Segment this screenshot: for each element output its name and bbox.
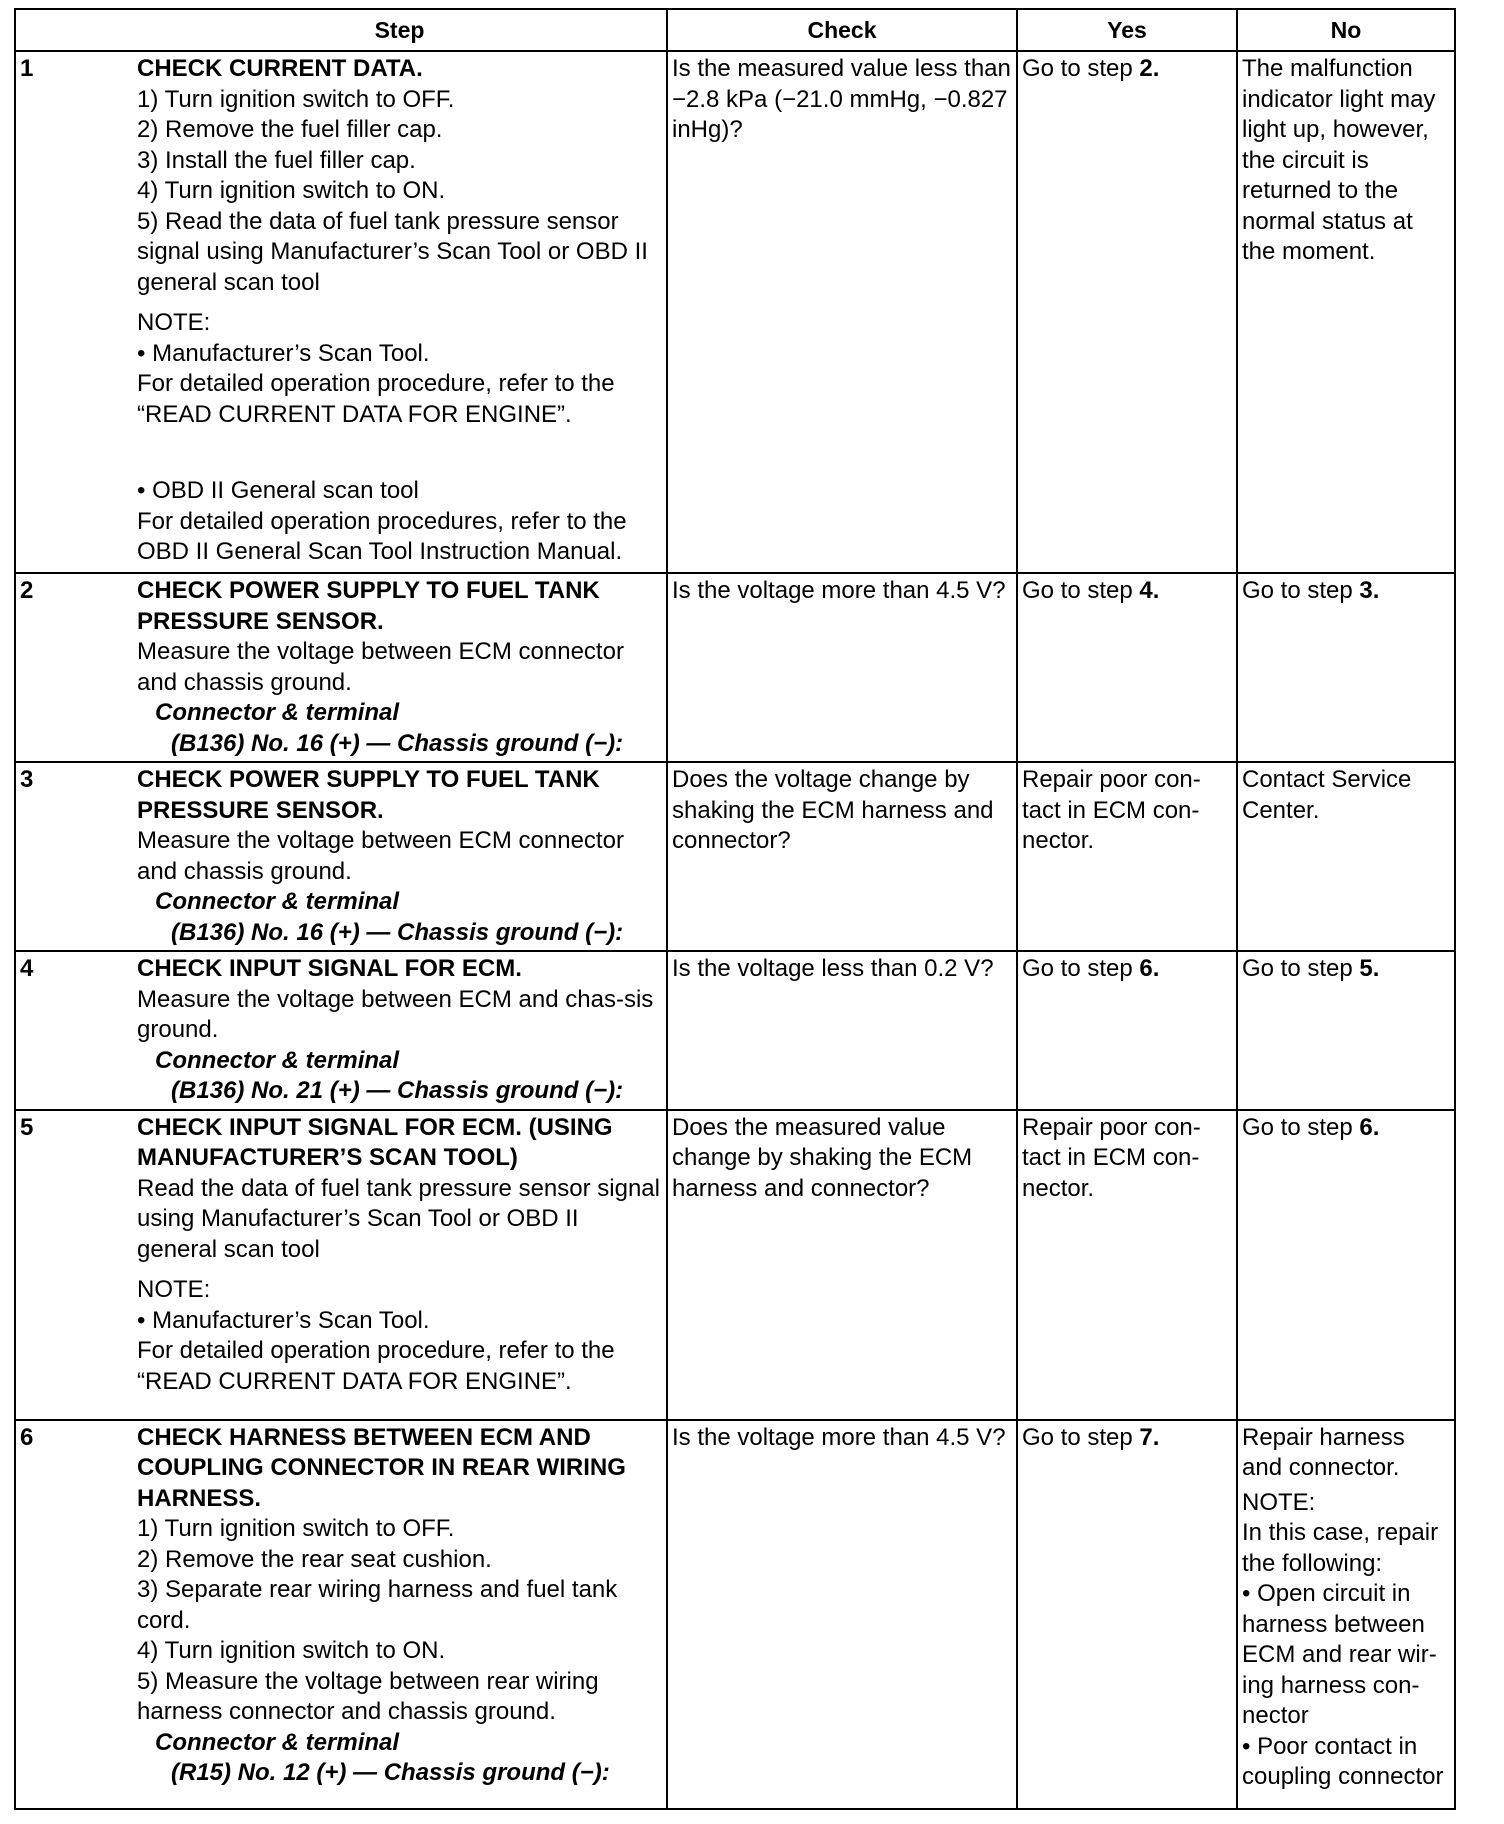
yes-step: 4. bbox=[1139, 577, 1160, 604]
connector-heading: Connector & terminal bbox=[155, 699, 400, 726]
step-number: 4 bbox=[15, 951, 133, 1110]
header-step: Step bbox=[133, 9, 667, 51]
note-label: NOTE: bbox=[137, 309, 211, 336]
step-number: 5 bbox=[15, 1110, 133, 1420]
yes-cell bbox=[1017, 1420, 1237, 1810]
diagnostic-table bbox=[14, 8, 1456, 1810]
yes-step: 2. bbox=[1139, 55, 1160, 82]
yes-step: 7. bbox=[1139, 1423, 1160, 1451]
step-line: 5) Read the data of fuel tank pressure sensor signal using Manufacturer’s Scan Tool or OBD II general scan tool bbox=[137, 207, 648, 296]
step-title: CHECK POWER SUPPLY TO FUEL TANK PRESSURE SENSOR. bbox=[137, 577, 600, 635]
step-number: 2 bbox=[15, 573, 133, 762]
step-line: Read the data of fuel tank pressure sensor signal using Manufacturer’s Scan Tool or OBD II general scan tool bbox=[137, 1174, 660, 1263]
table-row bbox=[15, 951, 1455, 1110]
header-row bbox=[15, 9, 1455, 51]
step-cell bbox=[133, 51, 667, 573]
connector-heading: Connector & terminal bbox=[155, 1728, 400, 1756]
yes-step: 6. bbox=[1139, 955, 1160, 982]
step-cell bbox=[133, 573, 667, 762]
step-title: CHECK CURRENT DATA. bbox=[137, 55, 423, 82]
note-line: • Manufacturer’s Scan Tool. bbox=[137, 339, 430, 367]
table-row bbox=[15, 51, 1455, 573]
step-line: Measure the voltage between ECM connector and chassis ground. bbox=[137, 638, 624, 696]
no-prefix: Go to step bbox=[1242, 955, 1360, 982]
step-line: 4) Turn ignition switch to ON. bbox=[137, 1637, 446, 1664]
step-title: CHECK HARNESS BETWEEN ECM AND COUPLING CONNECTOR IN REAR WIRING HARNESS. bbox=[137, 1423, 626, 1512]
check-cell: Is the voltage more than 4.5 V? bbox=[667, 573, 1017, 762]
note-line: • OBD II General scan tool bbox=[137, 477, 419, 504]
no-cell bbox=[1237, 573, 1455, 762]
step-line: 1) Turn ignition switch to OFF. bbox=[137, 85, 455, 113]
no-text: Repair harness and connector. bbox=[1242, 1423, 1405, 1481]
note-label: NOTE: bbox=[137, 1276, 211, 1303]
yes-cell bbox=[1017, 951, 1237, 1110]
header-step-number bbox=[15, 9, 133, 51]
connector-terminal: (B136) No. 16 (+) — Chassis ground (−): bbox=[171, 729, 624, 757]
yes-prefix: Go to step bbox=[1022, 955, 1140, 982]
no-step: 6. bbox=[1359, 1113, 1380, 1141]
no-note-line: In this case, repair the following: bbox=[1242, 1519, 1439, 1577]
step-line: 5) Measure the voltage between rear wiring harness connector and chassis ground. bbox=[137, 1667, 599, 1725]
header-yes: Yes bbox=[1017, 9, 1237, 51]
yes-cell: Repair poor con-tact in ECM con-nector. bbox=[1017, 762, 1237, 951]
note-line: For detailed operation procedure, refer to the “READ CURRENT DATA FOR ENGINE”. bbox=[137, 1337, 615, 1395]
step-title: CHECK INPUT SIGNAL FOR ECM. bbox=[137, 955, 522, 982]
step-number: 1 bbox=[15, 51, 133, 573]
step-line: 2) Remove the rear seat cushion. bbox=[137, 1545, 492, 1573]
step-line: Measure the voltage between ECM and chas-sis ground. bbox=[137, 985, 654, 1043]
step-line: 4) Turn ignition switch to ON. bbox=[137, 177, 446, 204]
step-line: 3) Separate rear wiring harness and fuel tank cord. bbox=[137, 1576, 618, 1634]
check-cell: Is the voltage more than 4.5 V? bbox=[667, 1420, 1017, 1810]
connector-terminal: (B136) No. 16 (+) — Chassis ground (−): bbox=[171, 918, 624, 946]
check-cell: Does the measured value change by shaking the ECM harness and connector? bbox=[667, 1110, 1017, 1420]
no-cell bbox=[1237, 951, 1455, 1110]
yes-prefix: Go to step bbox=[1022, 55, 1140, 82]
step-line: 1) Turn ignition switch to OFF. bbox=[137, 1515, 455, 1542]
table-row bbox=[15, 1420, 1455, 1810]
check-cell: Is the voltage less than 0.2 V? bbox=[667, 951, 1017, 1110]
check-cell: Is the measured value less than −2.8 kPa (−21.0 mmHg, −0.827 inHg)? bbox=[667, 51, 1017, 573]
step-line: 2) Remove the fuel filler cap. bbox=[137, 116, 443, 143]
step-cell bbox=[133, 1420, 667, 1810]
step-title: CHECK INPUT SIGNAL FOR ECM. (USING MANUFACTURER’S SCAN TOOL) bbox=[137, 1113, 613, 1171]
table-row bbox=[15, 1110, 1455, 1420]
yes-prefix: Go to step bbox=[1022, 1423, 1140, 1451]
no-prefix: Go to step bbox=[1242, 1113, 1360, 1141]
no-note-line: • Poor contact in coupling connector bbox=[1242, 1732, 1444, 1790]
note-line: For detailed operation procedure, refer to the “READ CURRENT DATA FOR ENGINE”. bbox=[137, 370, 615, 428]
step-number: 3 bbox=[15, 762, 133, 951]
no-step: 3. bbox=[1359, 577, 1380, 604]
no-note-label: NOTE: bbox=[1242, 1488, 1316, 1516]
yes-prefix: Go to step bbox=[1022, 577, 1140, 604]
no-cell: The malfunction indicator light may light up, however, the circuit is returned to the normal status at the moment. bbox=[1237, 51, 1455, 573]
step-cell bbox=[133, 951, 667, 1110]
note-line: • Manufacturer’s Scan Tool. bbox=[137, 1306, 430, 1334]
step-title: CHECK POWER SUPPLY TO FUEL TANK PRESSURE SENSOR. bbox=[137, 766, 600, 824]
yes-cell bbox=[1017, 573, 1237, 762]
yes-cell: Repair poor con-tact in ECM con-nector. bbox=[1017, 1110, 1237, 1420]
connector-terminal: (B136) No. 21 (+) — Chassis ground (−): bbox=[171, 1077, 624, 1104]
step-line: 3) Install the fuel filler cap. bbox=[137, 146, 416, 174]
step-line: Measure the voltage between ECM connector and chassis ground. bbox=[137, 827, 624, 885]
step-number: 6 bbox=[15, 1420, 133, 1810]
header-no: No bbox=[1237, 9, 1455, 51]
step-cell bbox=[133, 1110, 667, 1420]
yes-cell bbox=[1017, 51, 1237, 573]
table-row bbox=[15, 762, 1455, 951]
no-cell bbox=[1237, 1110, 1455, 1420]
no-note-line: • Open circuit in harness between ECM and rear wir-ing harness con-nector bbox=[1242, 1580, 1437, 1729]
check-cell: Does the voltage change by shaking the ECM harness and connector? bbox=[667, 762, 1017, 951]
connector-heading: Connector & terminal bbox=[155, 1046, 400, 1074]
table-row bbox=[15, 573, 1455, 762]
no-prefix: Go to step bbox=[1242, 577, 1360, 604]
no-cell bbox=[1237, 1420, 1455, 1810]
connector-heading: Connector & terminal bbox=[155, 888, 400, 915]
step-cell bbox=[133, 762, 667, 951]
no-step: 5. bbox=[1359, 955, 1380, 982]
no-cell: Contact Service Center. bbox=[1237, 762, 1455, 951]
connector-terminal: (R15) No. 12 (+) — Chassis ground (−): bbox=[171, 1759, 610, 1786]
note-line: For detailed operation procedures, refer to the OBD II General Scan Tool Instruction Manual. bbox=[137, 507, 627, 565]
header-check: Check bbox=[667, 9, 1017, 51]
